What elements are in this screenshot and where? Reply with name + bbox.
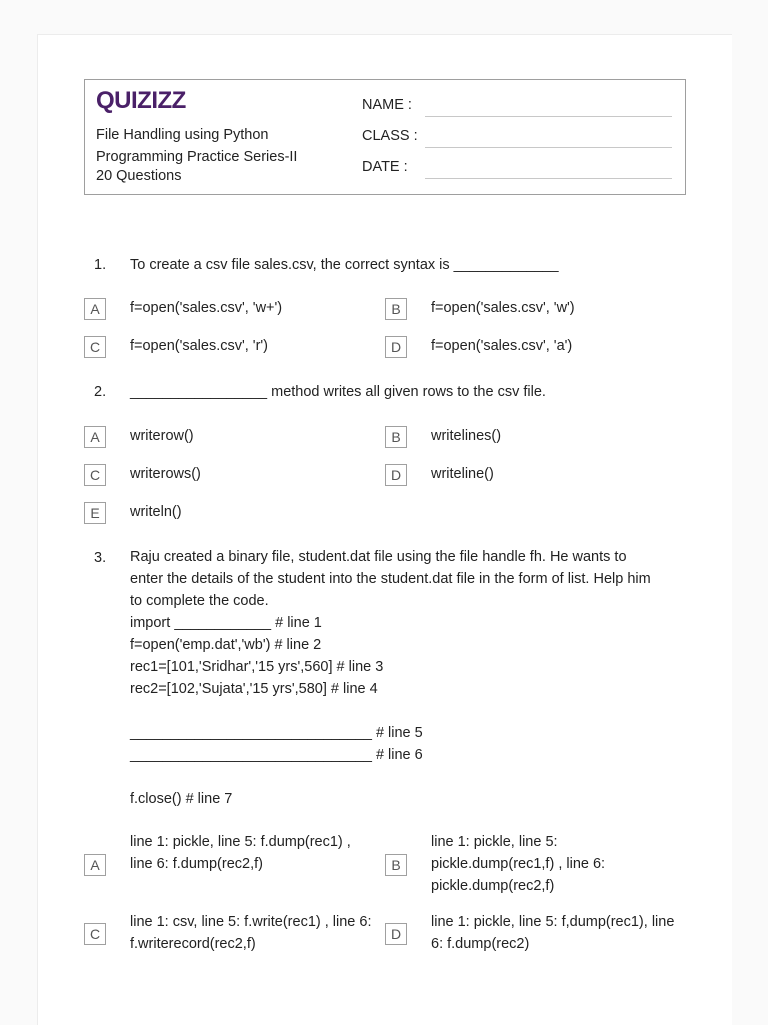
question-text: enter the details of the student into the student.dat file in the form of list. Help him xyxy=(130,571,651,587)
option-letter-box[interactable]: C xyxy=(84,336,106,358)
option-letter-box[interactable]: B xyxy=(385,298,407,320)
question-text: to complete the code. xyxy=(130,593,269,609)
question-number: 2. xyxy=(94,384,107,400)
option-letter-box[interactable]: A xyxy=(84,298,106,320)
code-line: ______________________________ # line 6 xyxy=(130,747,423,763)
option-letter-box[interactable]: B xyxy=(385,426,407,448)
option-text: writeln() xyxy=(130,504,182,520)
option-text: f=open('sales.csv', 'w+') xyxy=(130,300,283,316)
option-text: pickle.dump(rec2,f) xyxy=(431,878,555,894)
option-letter-box[interactable]: D xyxy=(385,336,407,358)
code-line: f.close() # line 7 xyxy=(130,791,233,807)
option-letter-box[interactable]: B xyxy=(385,854,407,876)
option-text: f=open('sales.csv', 'r') xyxy=(130,338,268,354)
name-field[interactable] xyxy=(425,116,672,117)
option-letter-box[interactable]: A xyxy=(84,426,106,448)
option-text: line 1: pickle, line 5: f.dump(rec1) , xyxy=(130,834,351,850)
date-field[interactable] xyxy=(425,178,672,179)
option-letter-box[interactable]: D xyxy=(385,923,407,945)
code-line: rec2=[102,'Sujata','15 yrs',580] # line 4 xyxy=(130,681,378,697)
worksheet-title-line1: File Handling using Python xyxy=(96,127,269,143)
worksheet-title-line2: Programming Practice Series-II xyxy=(96,149,298,165)
date-label: DATE : xyxy=(362,159,408,175)
code-line: f=open('emp.dat','wb') # line 2 xyxy=(130,637,322,653)
option-letter-box[interactable]: C xyxy=(84,464,106,486)
option-text: f=open('sales.csv', 'a') xyxy=(431,338,573,354)
code-line: rec1=[101,'Sridhar','15 yrs',560] # line 3 xyxy=(130,659,384,675)
quizizz-logo: QUIZIZZ xyxy=(96,87,186,114)
option-text: line 1: pickle, line 5: f,dump(rec1), line xyxy=(431,914,675,930)
option-text: f.writerecord(rec2,f) xyxy=(130,936,256,952)
option-text: writerows() xyxy=(130,466,201,482)
option-text: 6: f.dump(rec2) xyxy=(431,936,530,952)
option-letter-box[interactable]: E xyxy=(84,502,106,524)
code-line: ______________________________ # line 5 xyxy=(130,725,423,741)
option-text: line 1: csv, line 5: f.write(rec1) , line 6: xyxy=(130,914,372,930)
option-text: line 6: f.dump(rec2,f) xyxy=(130,856,263,872)
question-count: 20 Questions xyxy=(96,168,182,184)
question-number: 1. xyxy=(94,257,107,273)
option-text: line 1: pickle, line 5: xyxy=(431,834,558,850)
option-letter-box[interactable]: A xyxy=(84,854,106,876)
option-letter-box[interactable]: C xyxy=(84,923,106,945)
option-text: f=open('sales.csv', 'w') xyxy=(431,300,575,316)
code-line: import ____________ # line 1 xyxy=(130,615,322,631)
question-text: To create a csv file sales.csv, the correct syntax is _____________ xyxy=(130,257,559,273)
option-text: pickle.dump(rec1,f) , line 6: xyxy=(431,856,606,872)
question-number: 3. xyxy=(94,550,107,566)
class-label: CLASS : xyxy=(362,128,418,144)
worksheet-header xyxy=(84,79,686,195)
option-text: writerow() xyxy=(130,428,194,444)
option-letter-box[interactable]: D xyxy=(385,464,407,486)
name-label: NAME : xyxy=(362,97,412,113)
class-field[interactable] xyxy=(425,147,672,148)
option-text: writelines() xyxy=(431,428,502,444)
option-text: writeline() xyxy=(431,466,494,482)
question-text: Raju created a binary file, student.dat file using the file handle fh. He wants to xyxy=(130,549,627,565)
question-text: _________________ method writes all given rows to the csv file. xyxy=(130,384,546,400)
